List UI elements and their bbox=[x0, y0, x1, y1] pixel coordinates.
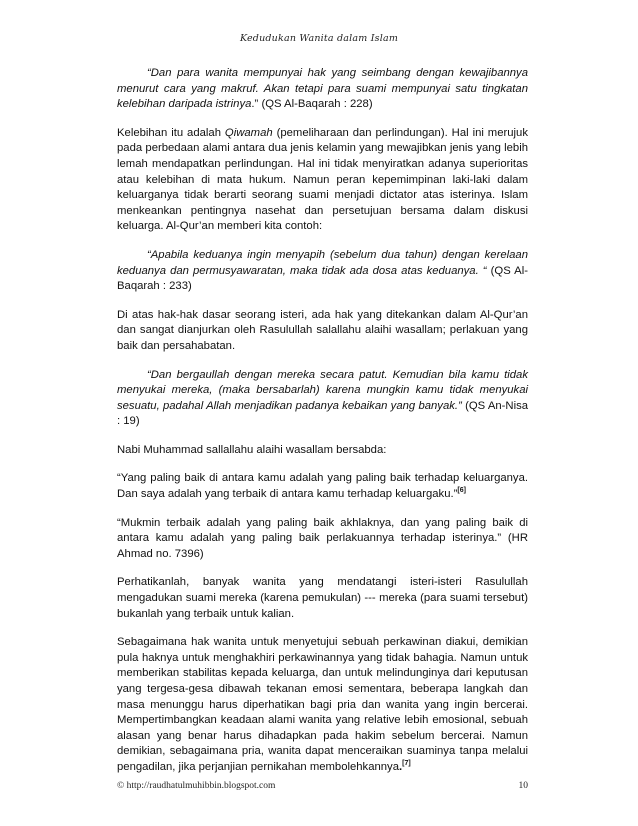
footer-url: © http://raudhatulmuhibbin.blogspot.com bbox=[117, 781, 276, 791]
paragraph-text: Kelebihan itu adalah bbox=[117, 126, 225, 139]
running-header: Kedudukan Wanita dalam Islam bbox=[239, 33, 399, 44]
quote-baqarah-228 bbox=[117, 66, 528, 113]
paragraph-rights: Di atas hak-hak dasar seorang isteri, ada hak yang ditekankan dalam Al-Qur’an dan sangat dianjurkan oleh Rasulullah salallahu alaihi wasallam; perlakuan yang baik dan persahabatan. bbox=[117, 308, 528, 352]
hadith-text: “Yang paling baik di antara kamu adalah yang paling baik terhadap keluarganya. Dan saya adalah yang terbaik di antara kamu terhadap keluargaku.” bbox=[117, 472, 528, 501]
paragraph-wives-complaints: Perhatikanlah, banyak wanita yang mendatangi isteri-isteri Rasulullah mengadukan suami mereka (karena pemukulan) --- mereka (para suami tersebut) bukanlah yang terbaik untuk kalian. bbox=[117, 576, 528, 620]
document-body bbox=[117, 66, 528, 789]
footnote-marker[interactable]: [7] bbox=[402, 760, 411, 768]
sentence-end: . bbox=[399, 760, 403, 773]
paragraph-prophet-said: Nabi Muhammad sallallahu alaihi wasallam bersabda: bbox=[117, 443, 387, 456]
quote-text: “Apabila keduanya ingin menyapih (sebelum dua tahun) dengan kerelaan keduanya dan permusyawaratan, maka tidak ada dosa atas keduanya. “ bbox=[117, 248, 528, 277]
hadith-best-believer: “Mukmin terbaik adalah yang paling baik akhlaknya, dan yang paling baik di antara kamu adalah yang paling baik perlakuannya terhadap isterinya.” (HR Ahmad no. 7396) bbox=[117, 516, 528, 560]
paragraph-divorce-rights bbox=[117, 635, 528, 775]
hadith-best-to-family bbox=[117, 471, 528, 502]
paragraph-qiwamah bbox=[117, 126, 528, 235]
page-number: 10 bbox=[518, 781, 528, 791]
quote-reference: (QS Al-Baqarah : 233) bbox=[117, 264, 528, 293]
footnote-marker[interactable]: [6] bbox=[457, 487, 466, 495]
quote-reference: .” (QS Al-Baqarah : 228) bbox=[251, 98, 373, 111]
quote-text: “Dan para wanita mempunyai hak yang seimbang dengan kewajibannya menurut cara yang makruf. Akan tetapi para suami mempunyai satu tingkatan kelebihan daripada istrinya bbox=[117, 67, 528, 111]
quote-text: “Dan bergaullah dengan mereka secara patut. Kemudian bila kamu tidak menyukai mereka, (maka bersabarlah) karena mungkin kamu tidak menyukai sesuatu, padahal Allah menjadikan padanya kebaikan yang banyak.” bbox=[117, 368, 528, 412]
paragraph-text: (pemeliharaan dan perlindungan). Hal ini merujuk pada perbedaan alami antara dua jenis kelamin yang mewajibkan jenis yang lebih lemah mendapatkan perlindungan. Hal ini tidak menyiratkan adanya superioritas atau kelebihan di mata hukum. Namun peran kepemimpinan laki-laki dalam keluarganya tidak berarti seorang suami menjadi dictator atas isterinya. Islam menkeankan pentingnya nasehat dan persetujuan bersama dalam diskusi keluarga. Al-Qur’an memberi kita contoh: bbox=[117, 126, 528, 233]
paragraph-text: Sebagaimana hak wanita untuk menyetujui sebuah perkawinan diakui, demikian pula haknya untuk menghakhiri perkawinannya yang tidak bahagia. Namun untuk memberikan stabilitas kepada keluarga, dan untuk melindunginya dari keputusan yang tergesa-gesa dibawah tekanan emosi sementara, beberapa langkah dan masa menunggu harus diperhatikan bagi pria dan wanita yang ingin bercerai. Mempertimbangkan keadaan alami wanita yang relative lebih emosional, sebuah alasan yang benar harus dihadapkan pada hakim sebelum bercerai. Namun demikian, sebagaimana pria, wanita dapat menceraikan suaminya tanpa melalui pengadilan, jika perjanjian pernikahan membolehkannya bbox=[117, 636, 528, 773]
quote-an-nisa-19 bbox=[117, 368, 528, 430]
qiwamah-term: Qiwamah bbox=[224, 126, 273, 139]
quote-reference: (QS An-Nisa : 19) bbox=[117, 399, 529, 428]
quote-baqarah-233 bbox=[117, 248, 528, 295]
page-footer bbox=[117, 781, 528, 795]
